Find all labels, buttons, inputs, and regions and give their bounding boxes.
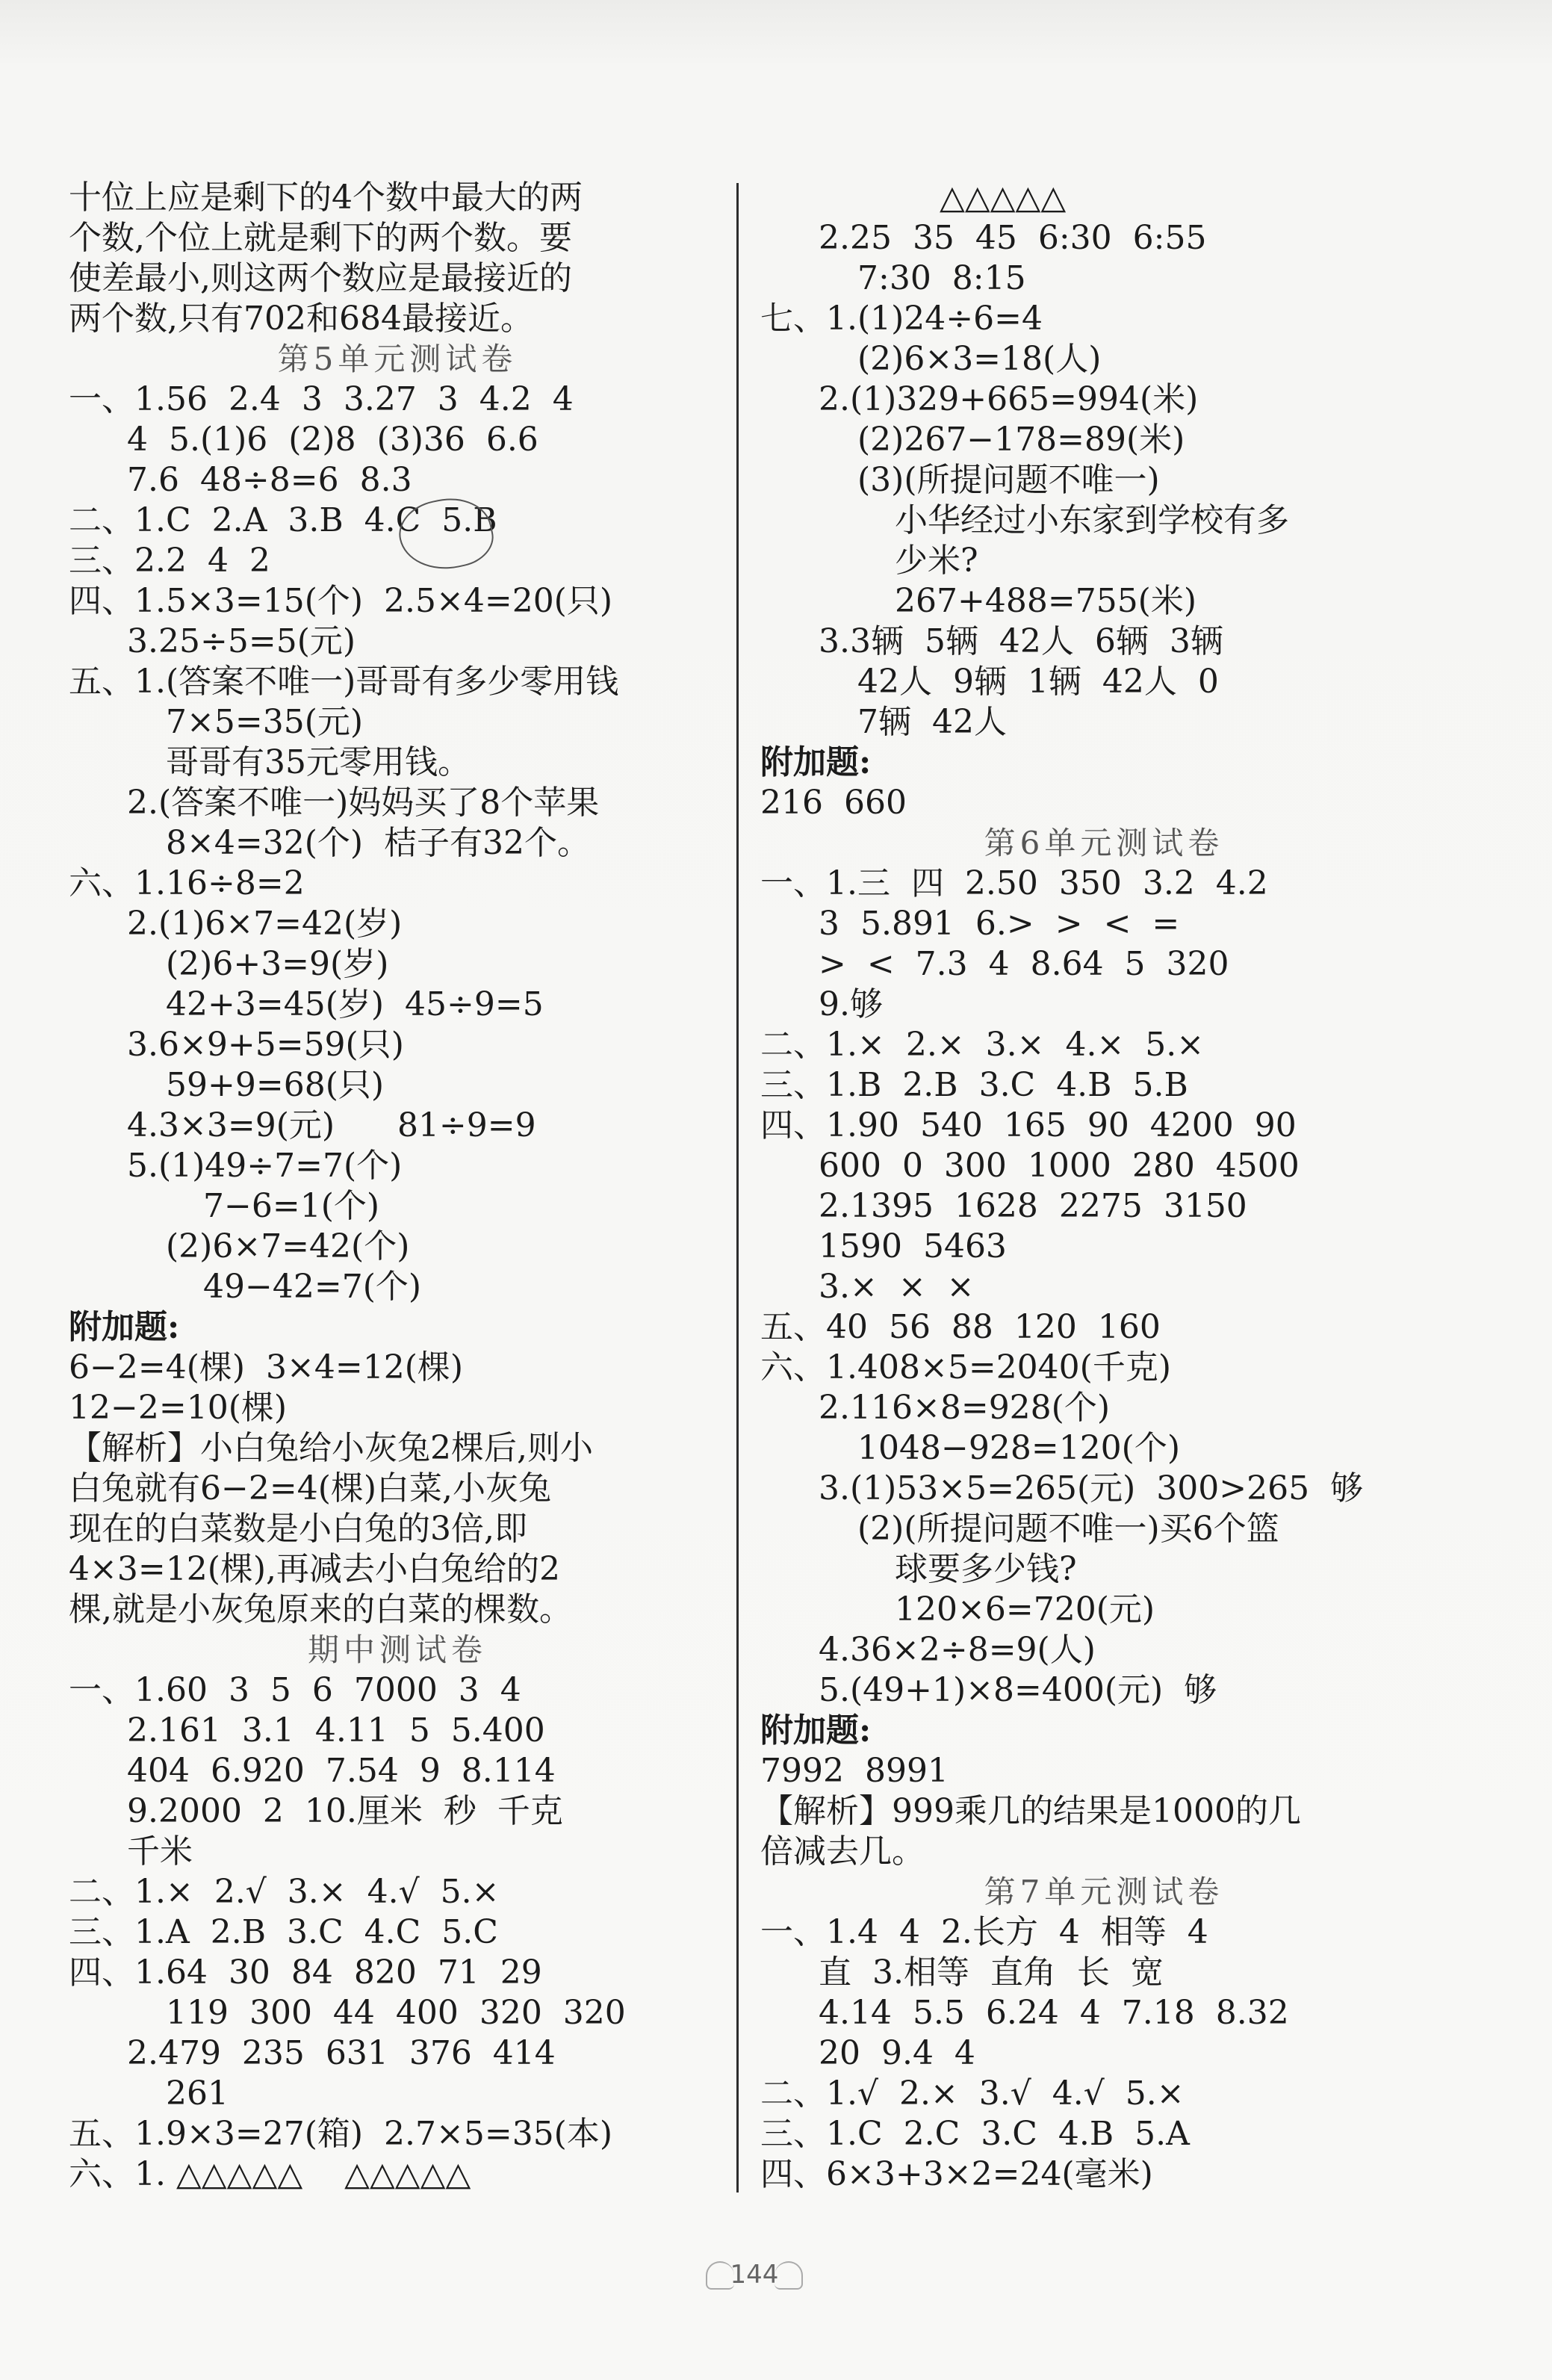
- answer-line: 两个数,只有702和684最接近。: [69, 300, 533, 338]
- answer-line: 一、1.4 4 2.长方 4 相等 4: [760, 1913, 1208, 1951]
- answer-line: 9.够: [819, 985, 883, 1023]
- answer-line: 现在的白菜数是小白兔的3倍,即: [69, 1510, 527, 1548]
- answer-line: 五、1.9×3=27(箱) 2.7×5=35(本): [69, 2115, 613, 2153]
- answer-line: 4 5.(1)6 (2)8 (3)36 6.6: [127, 421, 538, 459]
- answer-line: (3)(所提问题不唯一): [857, 461, 1160, 499]
- answer-line: 三、1.B 2.B 3.C 4.B 5.B: [760, 1066, 1188, 1104]
- answer-line: (2)(所提问题不唯一)买6个篮: [857, 1510, 1279, 1548]
- section-title: 第7单元测试卷: [984, 1874, 1224, 1910]
- answer-line: 2.(1)329+665=994(米): [819, 380, 1199, 418]
- answer-line: 42人 9辆 1辆 42人 0: [857, 663, 1219, 701]
- answer-line: 119 300 44 400 320 320: [166, 1994, 626, 2032]
- answer-line: 四、1.5×3=15(个) 2.5×4=20(只): [69, 582, 613, 620]
- column-divider: [736, 183, 739, 2192]
- section-title: 第6单元测试卷: [984, 825, 1224, 861]
- answer-line: 7.6 48÷8=6 8.3: [127, 461, 412, 499]
- answer-line: (2)267−178=89(米): [857, 421, 1185, 459]
- answer-line: 8×4=32(个) 桔子有32个。: [166, 824, 591, 862]
- answer-line: 五、40 56 88 120 160: [760, 1308, 1161, 1346]
- answer-line: 个数,个位上就是剩下的两个数。要: [69, 219, 572, 257]
- answer-line: 六、1.408×5=2040(千克): [760, 1348, 1171, 1386]
- answer-line: 附加题:: [760, 743, 872, 781]
- answer-line: 少米?: [895, 542, 978, 580]
- answer-line: (2)6+3=9(岁): [166, 945, 389, 983]
- answer-line: 【解析】小白兔给小灰兔2棵后,则小: [69, 1429, 593, 1467]
- answer-line: 七、1.(1)24÷6=4: [760, 300, 1043, 338]
- answer-line: 3.6×9+5=59(只): [127, 1026, 404, 1064]
- answer-line: 9.2000 2 10.厘米 秒 千克: [127, 1792, 563, 1830]
- answer-line: 1048−928=120(个): [857, 1429, 1181, 1467]
- answer-line: 2.479 235 631 376 414: [127, 2034, 556, 2072]
- answer-line: 3.3辆 5辆 42人 6辆 3辆: [819, 622, 1223, 660]
- answer-line: 一、1.56 2.4 3 3.27 3 4.2 4: [69, 380, 574, 418]
- answer-line: 附加题:: [760, 1711, 872, 1750]
- answer-line: 一、1.60 3 5 6 7000 3 4: [69, 1671, 521, 1709]
- answer-line: 120×6=720(元): [895, 1590, 1155, 1628]
- answer-line: 哥哥有35元零用钱。: [166, 743, 471, 781]
- answer-line: 千米: [127, 1832, 193, 1871]
- answer-line: 7:30 8:15: [857, 259, 1026, 297]
- answer-line: 白兔就有6−2=4(棵)白菜,小灰兔: [69, 1469, 552, 1507]
- answer-line: 五、1.(答案不唯一)哥哥有多少零用钱: [69, 663, 619, 701]
- answer-line: 3.× × ×: [819, 1268, 975, 1306]
- answer-line: 2.(答案不唯一)妈妈买了8个苹果: [127, 784, 600, 822]
- answer-line: 三、1.C 2.C 3.C 4.B 5.A: [760, 2115, 1190, 2153]
- answer-line: 12−2=10(棵): [69, 1389, 288, 1427]
- answer-line: 棵,就是小灰兔原来的白菜的棵数。: [69, 1590, 572, 1628]
- answer-line: 600 0 300 1000 280 4500: [819, 1147, 1300, 1185]
- answer-line: 3 5.891 6.> > < =: [819, 905, 1180, 943]
- page-number-text: 144: [730, 2260, 779, 2290]
- right-column: [760, 178, 1447, 2195]
- answer-line: 小华经过小东家到学校有多: [895, 501, 1289, 539]
- answer-line: 【解析】999乘几的结果是1000的几: [760, 1792, 1301, 1830]
- answer-line: △△△△△: [940, 179, 1067, 217]
- page-number: [706, 2252, 803, 2297]
- answer-line: 7辆 42人: [857, 703, 1007, 741]
- answer-line: 四、1.64 30 84 820 71 29: [69, 1953, 542, 1992]
- answer-line: 7×5=35(元): [166, 703, 364, 741]
- answer-line: 261: [166, 2074, 229, 2113]
- answer-line: 二、1.× 2.× 3.× 4.× 5.×: [760, 1026, 1205, 1064]
- answer-line: 5.(1)49÷7=7(个): [127, 1147, 403, 1185]
- answer-line: 十位上应是剩下的4个数中最大的两: [69, 179, 583, 217]
- answer-line: 四、1.90 540 165 90 4200 90: [760, 1106, 1297, 1144]
- answer-line: 4.14 5.5 6.24 4 7.18 8.32: [819, 1994, 1289, 2032]
- answer-line: 2.161 3.1 4.11 5 5.400: [127, 1711, 545, 1750]
- answer-line: 7992 8991: [760, 1752, 949, 1790]
- answer-line: 2.(1)6×7=42(岁): [127, 905, 403, 943]
- answer-line: 四、6×3+3×2=24(毫米): [760, 2155, 1153, 2193]
- answer-line: 1590 5463: [819, 1227, 1007, 1265]
- answer-line: 3.25÷5=5(元): [127, 622, 356, 660]
- answer-line: 6−2=4(棵) 3×4=12(棵): [69, 1348, 464, 1386]
- answer-line: 267+488=755(米): [895, 582, 1197, 620]
- answer-line: > < 7.3 4 8.64 5 320: [819, 945, 1229, 983]
- answer-line: 7−6=1(个): [203, 1187, 380, 1225]
- answer-line: 5.(49+1)×8=400(元) 够: [819, 1671, 1217, 1709]
- answer-line: 六、1. △△△△△ △△△△△: [69, 2155, 471, 2193]
- answer-line: 2.1395 1628 2275 3150: [819, 1187, 1247, 1225]
- answer-line: 216 660: [760, 784, 907, 822]
- ornament-right-icon: [775, 2261, 803, 2290]
- answer-line: (2)6×7=42(个): [166, 1227, 410, 1265]
- answer-line: 直 3.相等 直角 长 宽: [819, 1953, 1164, 1992]
- answer-line: 二、1.× 2.√ 3.× 4.√ 5.×: [69, 1873, 500, 1911]
- section-title: 期中测试卷: [307, 1631, 487, 1668]
- answer-line: 2.25 35 45 6:30 6:55: [819, 219, 1207, 257]
- answer-line: 一、1.三 四 2.50 350 3.2 4.2: [760, 864, 1268, 902]
- answer-line: 59+9=68(只): [166, 1066, 385, 1104]
- answer-line: 三、2.2 4 2: [69, 542, 270, 580]
- answer-line: 二、1.√ 2.× 3.√ 4.√ 5.×: [760, 2074, 1185, 2113]
- answer-line: 42+3=45(岁) 45÷9=5: [166, 985, 544, 1023]
- answer-line: 4.3×3=9(元) 81÷9=9: [127, 1106, 536, 1144]
- answer-line: 附加题:: [69, 1308, 180, 1346]
- answer-line: 使差最小,则这两个数应是最接近的: [69, 259, 572, 297]
- answer-line: 4×3=12(棵),再减去小白兔给的2: [69, 1550, 561, 1588]
- answer-line: 倍减去几。: [760, 1832, 925, 1871]
- answer-line: 2.116×8=928(个): [819, 1389, 1111, 1427]
- answer-line: 49−42=7(个): [203, 1268, 422, 1306]
- left-column: [69, 178, 726, 2195]
- answer-line: 三、1.A 2.B 3.C 4.C 5.C: [69, 1913, 498, 1951]
- answer-line: 六、1.16÷8=2: [69, 864, 305, 902]
- answer-line: 4.36×2÷8=9(人): [819, 1631, 1096, 1669]
- section-title: 第5单元测试卷: [277, 341, 518, 377]
- answer-line: 球要多少钱?: [895, 1550, 1077, 1588]
- answer-line: 3.(1)53×5=265(元) 300>265 够: [819, 1469, 1364, 1507]
- answer-line: (2)6×3=18(人): [857, 340, 1102, 378]
- answer-line: 20 9.4 4: [819, 2034, 975, 2072]
- ornament-left-icon: [706, 2261, 734, 2290]
- answer-line: 404 6.920 7.54 9 8.114: [127, 1752, 556, 1790]
- answer-line: 二、1.C 2.A 3.B 4.C 5.B: [69, 501, 497, 539]
